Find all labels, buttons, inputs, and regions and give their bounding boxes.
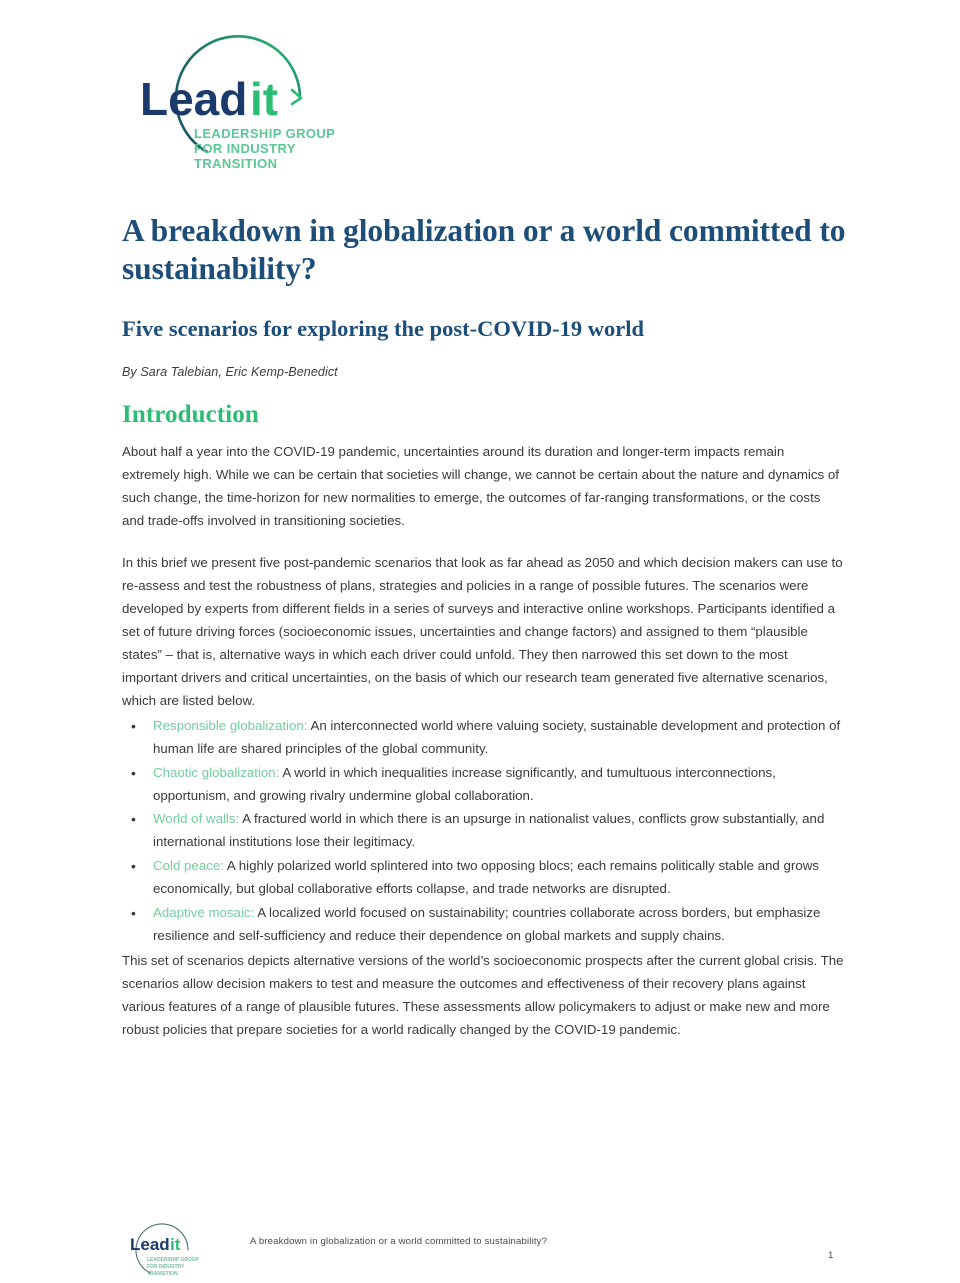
section-heading-introduction: Introduction	[122, 401, 259, 428]
logo-wordmark-dark: Lead	[140, 73, 248, 125]
scenario-description: A localized world focused on sustainability; countries collaborate across borders, but emphasize resilience and self-sufficiency and reduce their dependence on global markets and supply chains.	[153, 904, 821, 943]
footer-logo-tagline-line-3: TRANSITION	[147, 1271, 178, 1277]
page-footer	[0, 1216, 960, 1280]
scenario-description: A highly polarized world splintered into two opposing blocs; each remains politically stable and grows economically, but global collaborative efforts collapse, and trade networks are disrupted.	[153, 858, 819, 897]
footer-logo-tagline-line-2: FOR INDUSTRY	[147, 1264, 185, 1270]
logo-tagline-line-3: TRANSITION	[194, 156, 278, 170]
scenario-name: Adaptive mosaic:	[153, 904, 255, 920]
scenario-name: Chaotic globalization:	[153, 764, 280, 780]
page-subtitle: Five scenarios for exploring the post-COVID-19 world	[122, 315, 645, 341]
scenario-name: World of walls:	[153, 811, 240, 827]
leadit-logo	[122, 20, 382, 170]
body-content	[122, 440, 848, 1060]
byline: By Sara Talebian, Eric Kemp-Benedict	[122, 364, 338, 379]
logo-tagline-line-1: LEADERSHIP GROUP	[194, 126, 336, 141]
list-item	[122, 855, 844, 901]
list-item	[122, 808, 844, 854]
list-item	[122, 715, 844, 761]
logo-tagline-line-2: FOR INDUSTRY	[194, 141, 296, 156]
paragraph-intro-3: This set of scenarios depicts alternative versions of the world’s socioeconomic prospects after the current global crisis. The scenarios allow decision makers to test and measure the outcomes and effectiveness of their recovery plans against various features of a range of plausible futures. These assessments allow policymakers to adjust or make new and more robust policies that prepare societies for a world radically changed by the COVID-19 pandemic.	[122, 952, 848, 1037]
paragraph-intro-2: In this brief we present five post-pandemic scenarios that look as far ahead as 2050 and which decision makers can use to re-assess and test the robustness of plans, strategies and policies in a range of possible futures. The scenarios were developed by experts from different fields in a series of surveys and interactive online workshops. Participants identified a set of future driving forces (socioeconomic issues, uncertainties and change factors) and assigned to them “plausible states” – that is, alternative ways in which each driver could unfold. They then narrowed this set down to the most important drivers and critical uncertainties, on the basis of which our research team generated five alternative scenarios, which are listed below.	[122, 555, 847, 708]
scenario-description: An interconnected world where valuing society, sustainable development and protection of human life are shared principles of the global community.	[153, 718, 841, 756]
footer-logo-svg	[120, 1218, 232, 1278]
title-block	[122, 212, 852, 379]
footer-document-title: A breakdown in globalization or a world committed to sustainability?	[250, 1236, 548, 1247]
leadit-logo-svg	[122, 20, 382, 170]
footer-page-number: 1	[828, 1250, 834, 1261]
footer-leadit-logo	[120, 1218, 232, 1278]
scenario-description: A fractured world in which there is an upsurge in nationalist values, conflicts grow substantially, and international institutions lose their legitimacy.	[153, 811, 825, 850]
page-title: A breakdown in globalization or a world committed to sustainability?	[122, 213, 846, 287]
footer-logo-wordmark-dark: Lead	[130, 1235, 170, 1254]
paragraph-intro-1: About half a year into the COVID-19 pandemic, uncertainties around its duration and longer-term impacts remain extremely high. While we can be certain that societies will change, we cannot be certain about the nature and dynamics of such change, the time-horizon for new normalities to emerge, the outcomes of far-ranging transformations, or the costs and trade-offs involved in transitioning societies.	[122, 444, 843, 528]
scenario-description: A world in which inequalities increase significantly, and tumultuous interconnections, opportunism, and growing rivalry undermine global collaboration.	[153, 764, 776, 803]
scenario-name: Cold peace:	[153, 858, 224, 874]
logo-wordmark-accent: it	[250, 73, 279, 125]
scenario-list	[122, 715, 844, 948]
footer-logo-tagline-line-1: LEADERSHIP GROUP	[147, 1257, 199, 1263]
list-item	[122, 762, 844, 808]
footer-logo-wordmark-accent: it	[170, 1235, 181, 1254]
list-item	[122, 902, 844, 948]
scenario-name: Responsible globalization:	[153, 718, 308, 733]
